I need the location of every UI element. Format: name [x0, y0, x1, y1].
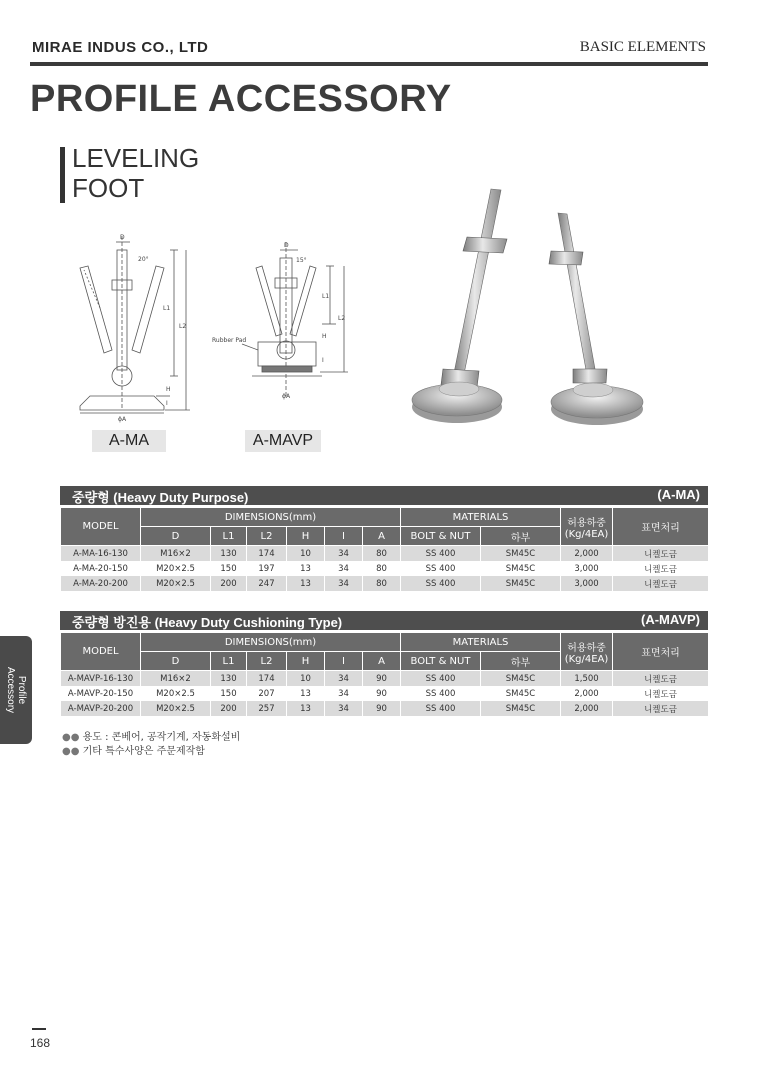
col-l2: L2 — [247, 652, 287, 671]
product-photo — [405, 183, 660, 438]
table2-code: (A-MAVP) — [641, 612, 700, 627]
section-name: BASIC ELEMENTS — [579, 39, 706, 55]
table1-title: 중량형 (Heavy Duty Purpose) — [72, 490, 249, 505]
col-base: 하부 — [481, 527, 561, 546]
subtitle-line-2: FOOT — [72, 173, 145, 203]
table-row: A-MAVP-20-200 M20×2.5 200 257 13 34 90 SS 400 SM45C 2,000 니켈도금 — [61, 701, 709, 716]
page-number: 168 — [30, 1036, 51, 1050]
col-load: 허용하중 (Kg/4EA) — [561, 508, 613, 546]
col-h: H — [287, 652, 325, 671]
mavp-label-i: I — [322, 357, 324, 364]
side-tab-label: Profile Accessory — [5, 666, 27, 714]
col-load: 허용하중 (Kg/4EA) — [561, 633, 613, 671]
bullet-icon: ●● — [62, 732, 83, 743]
ma-label-angle: 20° — [138, 256, 149, 263]
table1 — [60, 507, 709, 591]
col-bolt-nut: BOLT & NUT — [401, 652, 481, 671]
mavp-label-l1: L1 — [322, 293, 330, 300]
col-a: A — [363, 527, 401, 546]
drawing-a-mavp — [212, 238, 352, 408]
leveling-foot-small — [549, 213, 643, 425]
table1-title-bar — [60, 486, 708, 505]
ma-label-d: D — [120, 234, 125, 241]
col-model: MODEL — [61, 508, 141, 546]
col-h: H — [287, 527, 325, 546]
ma-label-a: ϕA — [118, 416, 127, 423]
header-rule — [30, 62, 708, 66]
col-l2: L2 — [247, 527, 287, 546]
mavp-label-h: H — [322, 333, 327, 340]
col-d: D — [141, 527, 211, 546]
drawing-a-ma — [60, 228, 200, 423]
mavp-label-d: D — [284, 242, 289, 249]
company-name: MIRAE INDUS CO., LTD — [32, 39, 209, 56]
bullet-icon: ●● — [62, 746, 83, 757]
caption-a-ma: A-MA — [92, 430, 166, 452]
mavp-label-angle: 15° — [296, 257, 307, 264]
col-finish: 표면처리 — [613, 633, 709, 671]
col-materials: MATERIALS — [401, 633, 561, 652]
ma-label-l2: L2 — [179, 323, 187, 330]
subtitle-bar — [60, 147, 65, 203]
col-bolt-nut: BOLT & NUT — [401, 527, 481, 546]
col-base: 하부 — [481, 652, 561, 671]
side-tab — [0, 636, 32, 744]
mavp-label-rubber-pad: Rubber Pad — [212, 337, 247, 344]
table-row: A-MA-20-200 M20×2.5 200 247 13 34 80 SS 400 SM45C 3,000 니켈도금 — [61, 576, 709, 591]
ma-label-h: H — [166, 386, 171, 393]
col-l1: L1 — [211, 527, 247, 546]
col-d: D — [141, 652, 211, 671]
subtitle-line-1: LEVELING — [72, 143, 200, 173]
mavp-label-a: ϕA — [282, 393, 291, 400]
page-number-rule — [32, 1028, 46, 1030]
table-row: A-MAVP-20-150 M20×2.5 150 207 13 34 90 SS 400 SM45C 2,000 니켈도금 — [61, 686, 709, 701]
col-finish: 표면처리 — [613, 508, 709, 546]
subtitle — [72, 143, 199, 203]
col-a: A — [363, 652, 401, 671]
ma-label-i: I — [166, 400, 168, 407]
col-i: I — [325, 527, 363, 546]
col-i: I — [325, 652, 363, 671]
note-usage: ●● 용도 : 콘베어, 공작기계, 자동화설비 — [62, 732, 241, 743]
table2-title-bar — [60, 611, 708, 630]
table2 — [60, 632, 709, 716]
note-custom: ●● 기타 특수사양은 주문제작함 — [62, 746, 205, 757]
table-row: A-MAVP-16-130 M16×2 130 174 10 34 90 SS 400 SM45C 1,500 니켈도금 — [61, 671, 709, 687]
table-row: A-MA-20-150 M20×2.5 150 197 13 34 80 SS 400 SM45C 3,000 니켈도금 — [61, 561, 709, 576]
leveling-foot-large — [412, 189, 507, 423]
table2-title: 중량형 방진용 (Heavy Duty Cushioning Type) — [72, 615, 343, 630]
col-dimensions: DIMENSIONS(mm) — [141, 508, 401, 527]
col-dimensions: DIMENSIONS(mm) — [141, 633, 401, 652]
caption-a-mavp: A-MAVP — [245, 430, 321, 452]
table-row: A-MA-16-130 M16×2 130 174 10 34 80 SS 400 SM45C 2,000 니켈도금 — [61, 546, 709, 562]
col-materials: MATERIALS — [401, 508, 561, 527]
page-title: PROFILE ACCESSORY — [30, 78, 452, 120]
ma-label-l1: L1 — [163, 305, 171, 312]
table1-code: (A-MA) — [657, 487, 700, 502]
col-model: MODEL — [61, 633, 141, 671]
col-l1: L1 — [211, 652, 247, 671]
mavp-label-l2: L2 — [338, 315, 346, 322]
